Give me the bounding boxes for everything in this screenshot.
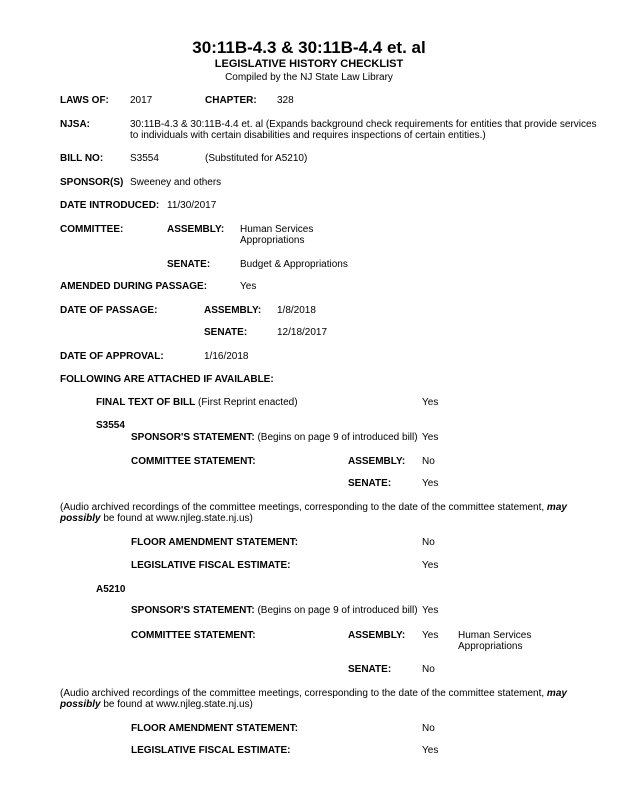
final-text-value: Yes <box>422 397 439 408</box>
s3554-committee-label: COMMITTEE STATEMENT: <box>131 456 256 467</box>
bill-no-note: (Substituted for A5210) <box>205 153 308 164</box>
document-subtitle: LEGISLATIVE HISTORY CHECKLIST <box>214 58 404 70</box>
passage-senate-value: 12/18/2017 <box>277 327 328 338</box>
amended-value: Yes <box>240 281 257 292</box>
final-text-label: FINAL TEXT OF BILL <box>96 397 196 408</box>
s3554-senate-value: Yes <box>422 478 439 489</box>
final-text-note: (First Reprint enacted) <box>198 397 298 408</box>
s3554-sponsor-value: Yes <box>422 432 439 443</box>
s3554-fiscal-label: LEGISLATIVE FISCAL ESTIMATE: <box>131 560 291 571</box>
committee-assembly-2: Appropriations <box>240 235 305 246</box>
a5210-senate-value: No <box>422 664 435 675</box>
passage-assembly-value: 1/8/2018 <box>277 305 316 316</box>
a5210-assembly-label: ASSEMBLY: <box>348 630 406 641</box>
a5210-audio-note <box>60 688 605 710</box>
a5210-assembly-committee-2: Appropriations <box>458 641 523 652</box>
passage-senate-label: SENATE: <box>204 327 248 338</box>
attached-heading: FOLLOWING ARE ATTACHED IF AVAILABLE: <box>60 374 274 385</box>
a5210-audio-emphasis: may possibly <box>60 688 567 710</box>
date-introduced-label: DATE INTRODUCED: <box>60 200 160 211</box>
s3554-audio-emphasis: may possibly <box>60 502 567 524</box>
committee-assembly-label: ASSEMBLY: <box>167 224 225 235</box>
s3554-floor-label: FLOOR AMENDMENT STATEMENT: <box>131 537 299 548</box>
a5210-assembly-committee-1: Human Services <box>458 630 532 641</box>
njsa-value: 30:11B-4.3 & 30:11B-4.4 et. al (Expands background check requirements for entities that provide services to individuals with certain disabilities and requires inspections of certain entities.) <box>130 119 597 141</box>
a5210-heading: A5210 <box>96 584 126 595</box>
committee-senate-value: Budget & Appropriations <box>240 259 348 270</box>
chapter-value: 328 <box>277 95 294 106</box>
s3554-audio-note <box>60 502 605 524</box>
a5210-floor-value: No <box>422 723 435 734</box>
s3554-sponsor-label: SPONSOR'S STATEMENT: <box>131 432 255 443</box>
passage-assembly-label: ASSEMBLY: <box>204 305 262 316</box>
bill-no-label: BILL NO: <box>60 153 104 164</box>
s3554-audio-suffix: be found at www.njleg.state.nj.us) <box>103 513 253 524</box>
s3554-sponsor-row <box>131 432 418 443</box>
njsa-label: NJSA: <box>60 119 91 130</box>
a5210-audio-prefix: (Audio archived recordings of the committee meetings, corresponding to the date of the committee statement, <box>60 688 545 699</box>
approval-value: 1/16/2018 <box>204 351 249 362</box>
s3554-floor-value: No <box>422 537 435 548</box>
final-text-row <box>96 397 298 408</box>
committee-assembly-1: Human Services <box>240 224 314 235</box>
laws-of-value: 2017 <box>130 95 153 106</box>
a5210-senate-label: SENATE: <box>348 664 392 675</box>
s3554-senate-label: SENATE: <box>348 478 392 489</box>
compiled-by: Compiled by the NJ State Law Library <box>225 72 393 83</box>
bill-no-value: S3554 <box>130 153 159 164</box>
chapter-label: CHAPTER: <box>205 95 257 106</box>
a5210-sponsor-note: (Begins on page 9 of introduced bill) <box>257 605 418 616</box>
committee-senate-label: SENATE: <box>167 259 211 270</box>
approval-label: DATE OF APPROVAL: <box>60 351 164 362</box>
s3554-heading: S3554 <box>96 420 125 431</box>
s3554-assembly-label: ASSEMBLY: <box>348 456 406 467</box>
a5210-audio-suffix: be found at www.njleg.state.nj.us) <box>103 699 253 710</box>
a5210-floor-label: FLOOR AMENDMENT STATEMENT: <box>131 723 299 734</box>
s3554-fiscal-value: Yes <box>422 560 439 571</box>
a5210-sponsor-value: Yes <box>422 605 439 616</box>
passage-label: DATE OF PASSAGE: <box>60 305 158 316</box>
a5210-fiscal-label: LEGISLATIVE FISCAL ESTIMATE: <box>131 745 291 756</box>
a5210-fiscal-value: Yes <box>422 745 439 756</box>
a5210-sponsor-row <box>131 605 418 616</box>
document-title: 30:11B-4.3 & 30:11B-4.4 et. al <box>192 38 426 57</box>
laws-of-label: LAWS OF: <box>60 95 109 106</box>
committee-label: COMMITTEE: <box>60 224 124 235</box>
sponsor-value: Sweeney and others <box>130 177 222 188</box>
a5210-assembly-value: Yes <box>422 630 439 641</box>
s3554-sponsor-note: (Begins on page 9 of introduced bill) <box>257 432 418 443</box>
amended-label: AMENDED DURING PASSAGE: <box>60 281 208 292</box>
sponsor-label: SPONSOR(S) <box>60 177 124 188</box>
s3554-assembly-value: No <box>422 456 435 467</box>
date-introduced-value: 11/30/2017 <box>167 200 217 211</box>
a5210-committee-label: COMMITTEE STATEMENT: <box>131 630 256 641</box>
s3554-audio-prefix: (Audio archived recordings of the committee meetings, corresponding to the date of the committee statement, <box>60 502 545 513</box>
a5210-sponsor-label: SPONSOR'S STATEMENT: <box>131 605 255 616</box>
